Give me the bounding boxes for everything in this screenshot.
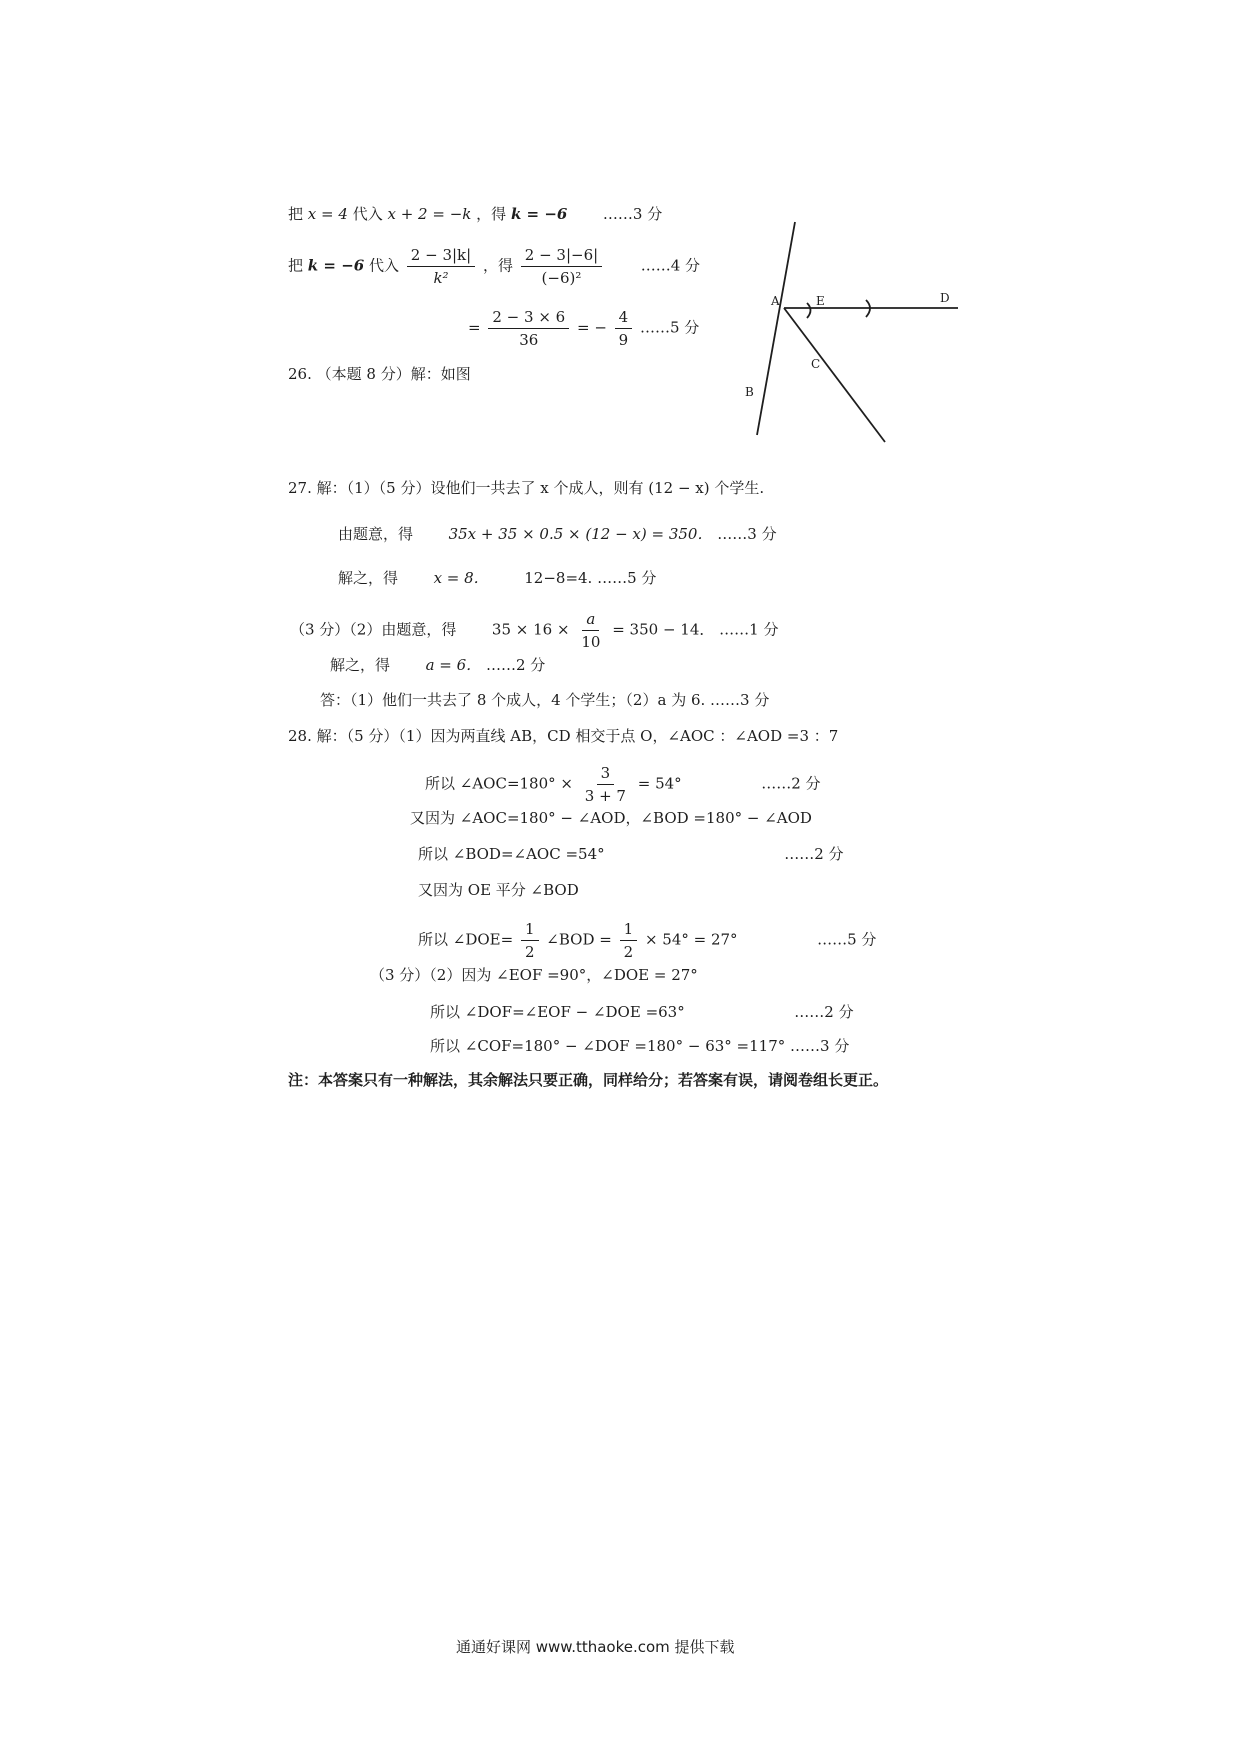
score-mark: ……5 分 bbox=[597, 569, 657, 587]
q25-line-3: = $\frac{2 - 3 \times 6}{36}$ = − $\frac{4}{9}$ ……5 分 bbox=[468, 308, 700, 349]
point-label-c: C bbox=[811, 357, 821, 371]
fraction: $\frac{2 - 3|-6|}{\text{(−6)²}}$ bbox=[521, 246, 602, 287]
fraction: $\frac{4}{9}$ bbox=[615, 308, 633, 349]
score-mark: ……2 分 bbox=[784, 845, 844, 863]
q27-line-3: 解之，得 x = 8． 12−8=4. ……5 分 bbox=[338, 569, 657, 587]
fraction: $\frac{1}{2}$ bbox=[521, 920, 539, 961]
grading-note: 注：本答案只有一种解法，其余解法只要正确，同样给分；若答案有误，请阅卷组长更正。 bbox=[288, 1071, 889, 1089]
q28-line-9: 所以 ∠COF=180° − ∠DOF =180° − 63° =117° ……3 分 bbox=[430, 1037, 850, 1055]
q27-line-2: 由题意，得 35x + 35 × 0.5 × (12 − x) = 350． ……3 分 bbox=[338, 525, 777, 543]
score-mark: ……3 分 bbox=[602, 205, 663, 223]
q28-line-6: 所以 ∠DOE= $\frac{1}{2}$ ∠BOD = $\frac{1}{2}$ × 54° = 27° ……5 分 bbox=[418, 920, 877, 961]
point-label-a: A bbox=[771, 294, 780, 308]
fraction: $\frac{3}{3 + 7}$ bbox=[584, 764, 626, 805]
q26-heading: 26. （本题 8 分）解：如图 bbox=[288, 365, 471, 383]
q28-line-3: 又因为 ∠AOC=180° − ∠AOD，∠BOD =180° − ∠AOD bbox=[410, 809, 812, 827]
q28-line-2: 所以 ∠AOC=180° × $\frac{3}{3 + 7}$ = 54° ……2 分 bbox=[425, 764, 821, 805]
q25-line-2: 把 k = −6 代入 $\frac{2 - 3|k|}{\text{k²}}$ ，得 $\frac{2 - 3|-6|}{\text{(−6)²}}$ ……4 分 bbox=[288, 246, 701, 287]
point-label-e: E bbox=[816, 294, 825, 308]
score-mark: ……1 分 bbox=[719, 620, 779, 639]
score-mark: ……3 分 bbox=[717, 525, 777, 543]
score-mark: ……2 分 bbox=[794, 1003, 854, 1021]
point-label-b: B bbox=[745, 385, 754, 399]
q27-line-4: （3 分）（2）由题意，得 35 × 16 × $\frac{a}{10}$ = 350 − 14． ……1 分 bbox=[290, 610, 779, 651]
footer-source: 通通好课网 www.tthaoke.com 提供下载 bbox=[456, 1638, 735, 1656]
fraction: $\frac{2 - 3 \times 6}{36}$ bbox=[488, 308, 569, 349]
fraction: $\frac{1}{2}$ bbox=[620, 920, 638, 961]
score-mark: ……2 分 bbox=[485, 656, 546, 674]
score-mark: ……2 分 bbox=[761, 774, 821, 793]
score-mark: ……5 分 bbox=[817, 930, 877, 949]
score-mark: ……5 分 bbox=[640, 318, 700, 337]
fraction: $\frac{2 - 3|k|}{\text{k²}}$ bbox=[407, 246, 475, 287]
q27-answer: 答：（1）他们一共去了 8 个成人，4 个学生；（2）a 为 6. ……3 分 bbox=[320, 691, 770, 709]
q27-line-5: 解之，得 a = 6． ……2 分 bbox=[330, 656, 546, 674]
q28-line-5: 又因为 OE 平分 ∠BOD bbox=[418, 881, 579, 899]
line-through-a-to-b bbox=[757, 222, 795, 435]
point-label-d: D bbox=[940, 291, 950, 305]
q28-line-7: （3 分）（2）因为 ∠EOF =90°，∠DOE = 27° bbox=[370, 966, 698, 984]
angle-arc-mark-1 bbox=[807, 303, 811, 318]
q27-line-1: 27. 解：（1）（5 分）设他们一共去了 x 个成人，则有 (12 − x) 个学生. bbox=[288, 479, 765, 497]
q26-geometry-diagram bbox=[740, 210, 970, 450]
q28-line-4: 所以 ∠BOD=∠AOC =54° ……2 分 bbox=[418, 845, 844, 863]
score-mark: ……4 分 bbox=[640, 256, 701, 275]
ray-a-to-c bbox=[784, 308, 885, 442]
q28-line-8: 所以 ∠DOF=∠EOF − ∠DOE =63° ……2 分 bbox=[430, 1003, 854, 1021]
fraction: $\frac{a}{10}$ bbox=[581, 610, 601, 651]
q28-line-1: 28. 解：（5 分）（1）因为两直线 AB，CD 相交于点 O，∠AOC ：∠AOD =3 ：7 bbox=[288, 727, 839, 745]
q25-line-1: 把 x = 4 代入 x + 2 = −k ，得 k = −6 ……3 分 bbox=[288, 205, 663, 223]
